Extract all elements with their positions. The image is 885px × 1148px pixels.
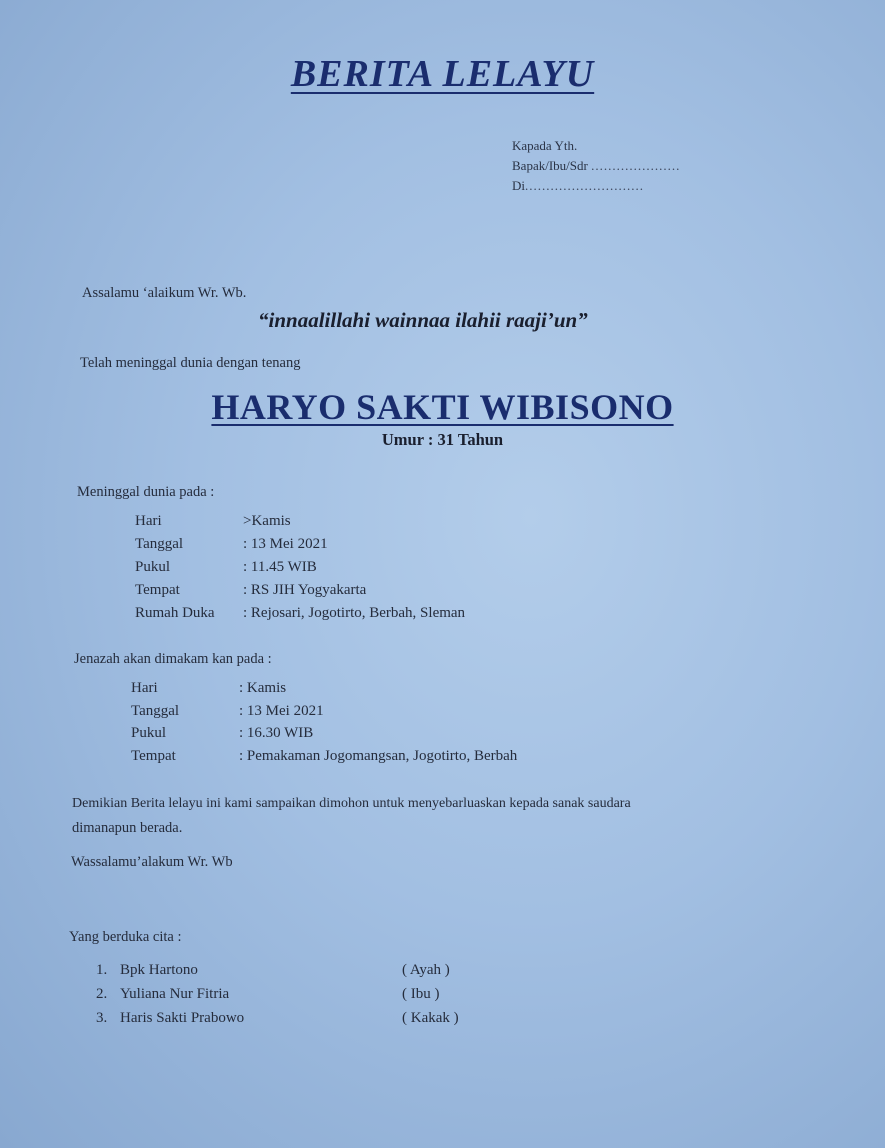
row-label: Rumah Duka <box>135 605 215 621</box>
mourner-name: Haris Sakti Prabowo <box>120 1010 245 1026</box>
row-label: Pukul <box>131 725 167 741</box>
intro-text: Telah meninggal dunia dengan tenang <box>80 355 301 371</box>
row-label: Tempat <box>135 582 180 598</box>
row-value: : 16.30 WIB <box>239 725 314 741</box>
deceased-name: HARYO SAKTI WIBISONO <box>211 387 674 427</box>
row-value: >Kamis <box>243 513 291 529</box>
mourner-number: 1. <box>96 962 108 978</box>
mourner-relation: ( Kakak ) <box>402 1010 459 1026</box>
recipient-line-3: Di............................ <box>512 178 644 193</box>
row-label: Hari <box>135 513 162 529</box>
row-value: : 11.45 WIB <box>243 559 317 575</box>
prayer-text: “innaalillahi wainnaa ilahii raaji’un” <box>258 308 588 332</box>
burial-heading: Jenazah akan dimakam kan pada : <box>74 651 272 667</box>
mourner-name: Yuliana Nur Fitria <box>120 986 230 1002</box>
recipient-line-1: Kapada Yth. <box>512 138 578 153</box>
row-label: Tempat <box>131 748 176 764</box>
farewell: Wassalamu’alakum Wr. Wb <box>71 854 233 870</box>
closing-line-1: Demikian Berita lelayu ini kami sampaikan dimohon untuk menyebarluaskan kepada sanak saudara <box>72 796 631 811</box>
death-heading: Meninggal dunia pada : <box>77 484 215 500</box>
mourner-relation: ( Ibu ) <box>402 986 440 1002</box>
row-value: : Pemakaman Jogomangsan, Jogotirto, Berbah <box>239 748 518 764</box>
row-value: : 13 Mei 2021 <box>243 536 328 552</box>
mourner-name: Bpk Hartono <box>120 962 198 978</box>
row-value: : Kamis <box>239 680 287 696</box>
row-value: : Rejosari, Jogotirto, Berbah, Sleman <box>243 605 466 621</box>
mourner-relation: ( Ayah ) <box>402 962 450 978</box>
row-label: Tanggal <box>131 703 180 719</box>
greeting: Assalamu ‘alaikum Wr. Wb. <box>82 285 247 301</box>
closing-line-2: dimanapun berada. <box>72 820 183 836</box>
mourner-number: 3. <box>96 1010 108 1026</box>
row-value: : RS JIH Yogyakarta <box>243 582 367 598</box>
document-title: BERITA LELAYU <box>290 53 595 95</box>
row-value: : 13 Mei 2021 <box>239 703 324 719</box>
row-label: Hari <box>131 680 158 696</box>
recipient-line-2: Bapak/Ibu/Sdr ..................... <box>512 158 681 173</box>
row-label: Pukul <box>135 559 171 575</box>
deceased-age: Umur : 31 Tahun <box>381 430 504 449</box>
mourner-number: 2. <box>96 986 108 1002</box>
mourners-heading: Yang berduka cita : <box>69 929 182 945</box>
row-label: Tanggal <box>135 536 184 552</box>
